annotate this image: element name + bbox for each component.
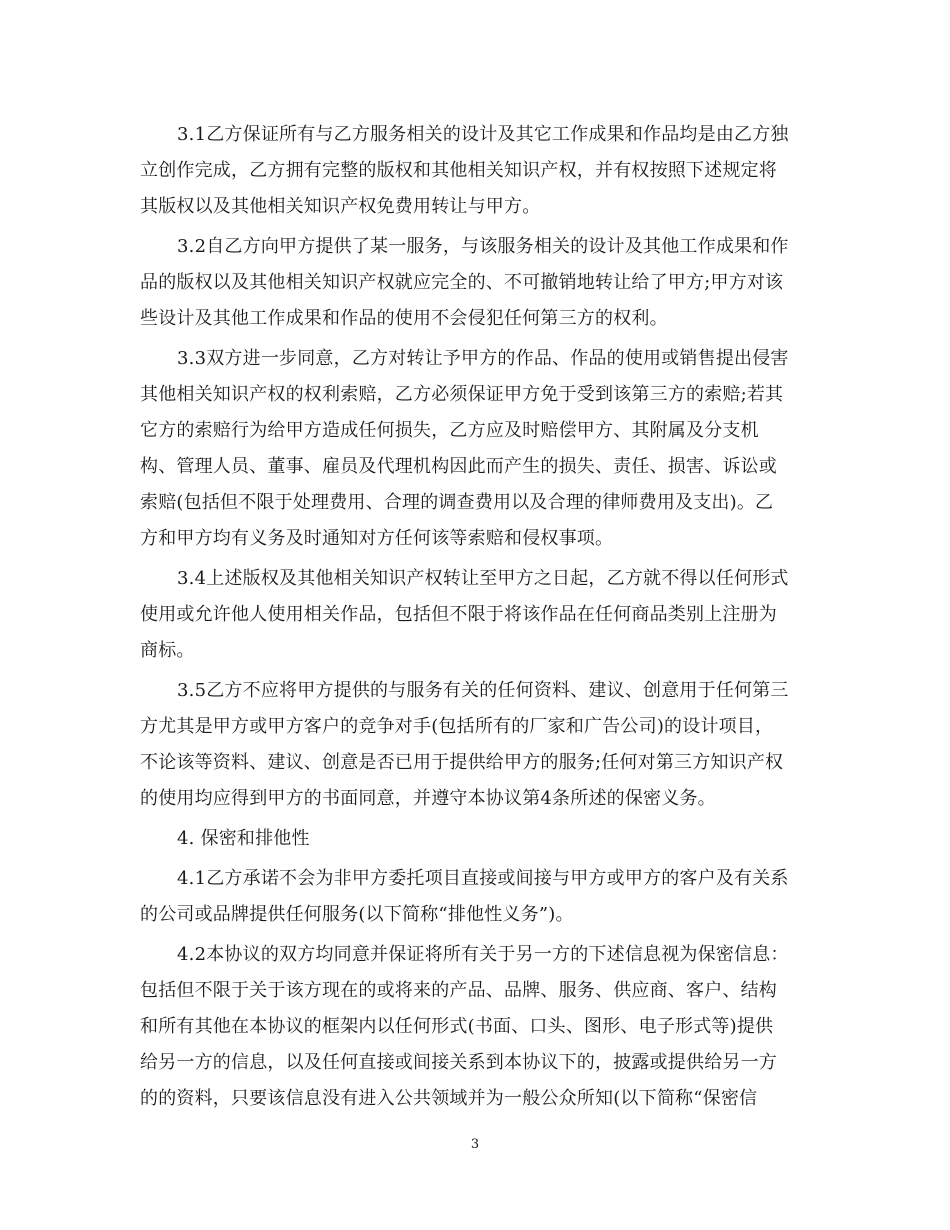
paragraph-line: 3.4上述版权及其他相关知识产权转让至甲方之日起，乙方就不得以任何形式 <box>177 568 789 589</box>
paragraph-line: 其版权以及其他相关知识产权免费用转让与甲方。 <box>140 196 541 217</box>
document-body <box>140 117 812 1117</box>
paragraph-line: 品的版权以及其他相关知识产权就应完全的、不可撤销地转让给了甲方;甲方对该 <box>140 272 784 293</box>
paragraph-line: 的公司或品牌提供任何服务(以下简称“排他性义务”)。 <box>140 904 574 925</box>
paragraph-line: 商标。 <box>140 640 195 661</box>
paragraph-line: 不论该等资料、建议、创意是否已用于提供给甲方的服务;任何对第三方知识产权 <box>140 752 784 773</box>
paragraph-line: 构、管理人员、董事、雇员及代理机构因此而产生的损失、责任、损害、诉讼或 <box>140 456 777 477</box>
paragraph <box>140 561 812 669</box>
paragraph <box>140 341 812 557</box>
paragraph-line: 3.5乙方不应将甲方提供的与服务有关的任何资料、建议、创意用于任何第三 <box>177 680 789 701</box>
page-number: 3 <box>470 1137 480 1152</box>
paragraph-line: 方和甲方均有义务及时通知对方任何该等索赔和侵权事项。 <box>140 528 614 549</box>
paragraph <box>140 937 812 1117</box>
paragraph-line: 3.1乙方保证所有与乙方服务相关的设计及其它工作成果和作品均是由乙方独 <box>177 124 789 145</box>
paragraph-line: 给另一方的信息，以及任何直接或间接关系到本协议下的，披露或提供给另一方 <box>140 1052 777 1073</box>
paragraph <box>140 229 812 337</box>
paragraph-line: 包括但不限于关于该方现在的或将来的产品、品牌、服务、供应商、客户、结构 <box>140 980 777 1001</box>
paragraph-line: 的的资料，只要该信息没有进入公共领域并为一般公众所知(以下简称“保密信 <box>140 1088 758 1109</box>
paragraph-line: 方尤其是甲方或甲方客户的竞争对手(包括所有的厂家和广告公司)的设计项目， <box>140 716 774 737</box>
paragraph <box>140 117 812 225</box>
paragraph-line: 4.1乙方承诺不会为非甲方委托项目直接或间接与甲方或甲方的客户及有关系 <box>177 868 789 889</box>
paragraph-line: 些设计及其他工作成果和作品的使用不会侵犯任何第三方的权利。 <box>140 308 668 329</box>
paragraph-line: 的使用均应得到甲方的书面同意，并遵守本协议第4条所述的保密义务。 <box>140 788 716 809</box>
paragraph-line: 4.2本协议的双方均同意并保证将所有关于另一方的下述信息视为保密信息： <box>177 944 789 965</box>
paragraph-line: 4. 保密和排他性 <box>177 828 310 849</box>
paragraph-line: 使用或允许他人使用相关作品，包括但不限于将该作品在任何商品类别上注册为 <box>140 604 777 625</box>
paragraph-line: 索赔(包括但不限于处理费用、合理的调查费用以及合理的律师费用及支出)。乙 <box>140 492 774 513</box>
paragraph-line: 3.2自乙方向甲方提供了某一服务，与该服务相关的设计及其他工作成果和作 <box>177 236 789 257</box>
paragraph-line: 其他相关知识产权的权利索赔，乙方必须保证甲方免于受到该第三方的索赔;若其 <box>140 384 784 405</box>
paragraph <box>140 821 812 857</box>
paragraph <box>140 861 812 933</box>
paragraph-line: 立创作完成，乙方拥有完整的版权和其他相关知识产权，并有权按照下述规定将 <box>140 160 777 181</box>
paragraph-line: 和所有其他在本协议的框架内以任何形式(书面、口头、图形、电子形式等)提供 <box>140 1016 774 1037</box>
paragraph-line: 3.3双方进一步同意，乙方对转让予甲方的作品、作品的使用或销售提出侵害 <box>177 348 789 369</box>
paragraph <box>140 673 812 817</box>
paragraph-line: 它方的索赔行为给甲方造成任何损失，乙方应及时赔偿甲方、其附属及分支机 <box>140 420 759 441</box>
